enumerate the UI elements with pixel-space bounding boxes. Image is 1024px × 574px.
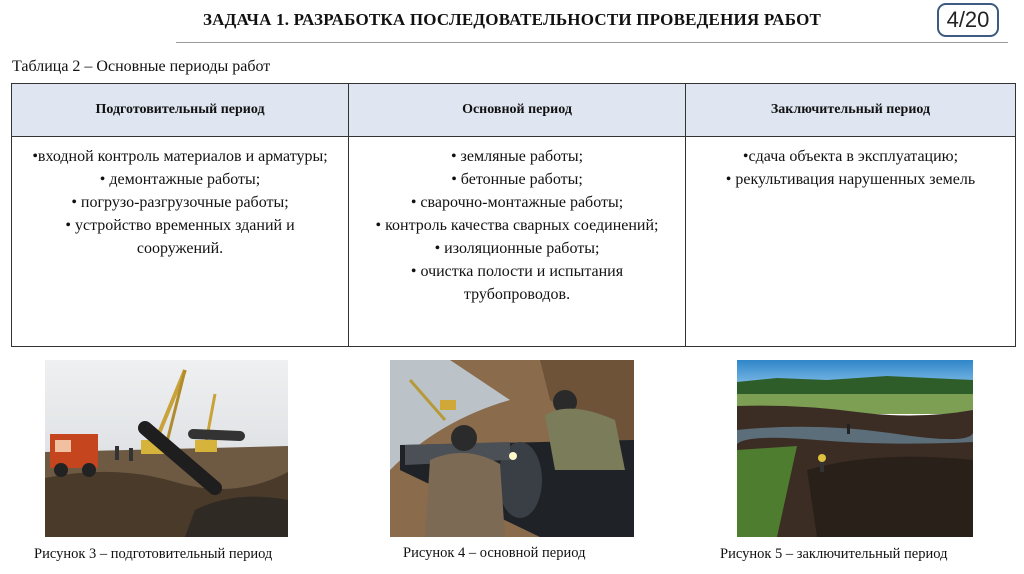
figure-3-photo	[45, 360, 288, 537]
preparatory-period-cell	[12, 137, 349, 347]
list-item: • изоляционные работы;	[434, 240, 600, 257]
list-item: • очистка полости и испытания трубопроводов.	[410, 263, 624, 303]
list-item: • земляные работы;	[450, 148, 584, 165]
list-item: • демонтажные работы;	[99, 171, 261, 188]
list-item: • погрузо-разгрузочные работы;	[71, 194, 289, 211]
title-divider	[176, 42, 1008, 43]
figure-4-caption: Рисунок 4 – основной период	[403, 545, 586, 561]
list-item: • бетонные работы;	[451, 171, 583, 188]
header-preparatory-period: Подготовительный период	[12, 84, 349, 137]
list-item: • устройство временных зданий и сооружений.	[65, 217, 295, 257]
list-item: •входной контроль материалов и арматуры;	[32, 148, 328, 165]
table-row	[12, 137, 1016, 347]
figure-3-caption: Рисунок 3 – подготовительный период	[34, 546, 273, 562]
figure-5-photo	[737, 360, 973, 537]
header-main-period: Основной период	[349, 84, 686, 137]
list-item: • сварочно-монтажные работы;	[410, 194, 624, 211]
table-header-row	[12, 84, 1016, 137]
page-number-badge: 4/20	[937, 3, 999, 37]
figure-5-caption: Рисунок 5 – заключительный период	[720, 546, 948, 562]
figure-4-photo	[390, 360, 634, 537]
periods-table	[11, 83, 1016, 347]
list-item: •сдача объекта в эксплуатацию;	[742, 148, 959, 165]
main-period-cell	[349, 137, 686, 347]
list-item: • контроль качества сварных соединений;	[375, 217, 659, 234]
slide-title: ЗАДАЧА 1. РАЗРАБОТКА ПОСЛЕДОВАТЕЛЬНОСТИ ПРОВЕДЕНИЯ РАБОТ	[202, 10, 822, 29]
header-final-period: Заключительный период	[686, 84, 1016, 137]
table-caption: Таблица 2 – Основные периоды работ	[12, 58, 271, 75]
final-period-cell	[686, 137, 1016, 347]
list-item: • рекультивация нарушенных земель	[725, 171, 976, 188]
